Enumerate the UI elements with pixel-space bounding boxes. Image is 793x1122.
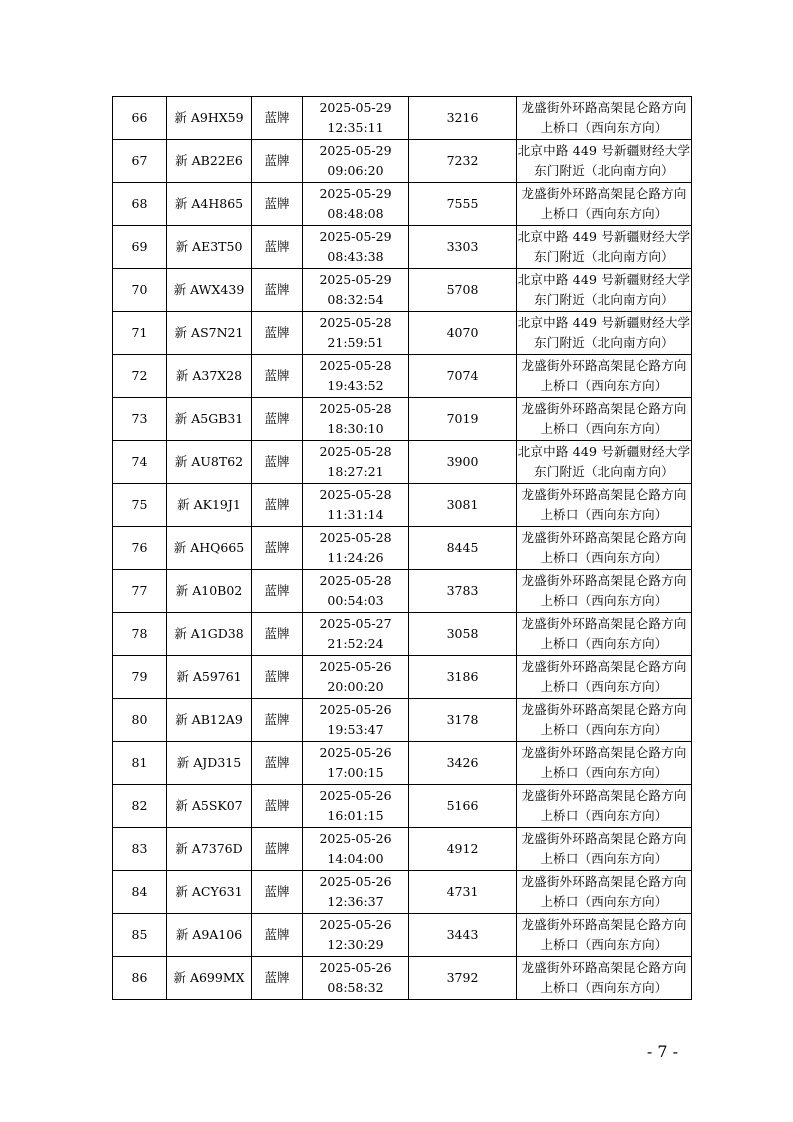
location-cell [517, 355, 692, 398]
plate-cell: 新 AWX439 [167, 269, 252, 312]
table-body [113, 97, 692, 1000]
records-table [112, 96, 692, 1000]
location-line-1: 龙盛街外环路高架昆仑路方向 [521, 616, 687, 631]
timestamp-date: 2025-05-26 [319, 831, 392, 846]
location-line-1: 龙盛街外环路高架昆仑路方向 [521, 487, 687, 502]
table-row [113, 97, 692, 140]
timestamp-cell [303, 312, 409, 355]
location-line-2: 东门附近（北向南方向） [534, 335, 674, 350]
location-line-1: 龙盛街外环路高架昆仑路方向 [521, 401, 687, 416]
location-line-2: 上桥口（西向东方向） [540, 894, 668, 909]
code-cell: 4070 [409, 312, 517, 355]
row-index-cell: 74 [113, 441, 167, 484]
timestamp-date: 2025-05-28 [319, 358, 392, 373]
plate-color-cell: 蓝牌 [252, 527, 303, 570]
timestamp-cell [303, 656, 409, 699]
location-cell [517, 957, 692, 1000]
timestamp-date: 2025-05-29 [319, 229, 392, 244]
timestamp-cell [303, 570, 409, 613]
location-line-1: 龙盛街外环路高架昆仑路方向 [521, 874, 687, 889]
timestamp-cell [303, 140, 409, 183]
plate-color-cell: 蓝牌 [252, 398, 303, 441]
plate-color-cell: 蓝牌 [252, 355, 303, 398]
location-line-1: 北京中路 449 号新疆财经大学 [517, 229, 691, 244]
code-cell: 7074 [409, 355, 517, 398]
plate-cell: 新 A7376D [167, 828, 252, 871]
code-cell: 3783 [409, 570, 517, 613]
plate-cell: 新 AJD315 [167, 742, 252, 785]
table-row [113, 742, 692, 785]
location-cell [517, 484, 692, 527]
plate-cell: 新 AB22E6 [167, 140, 252, 183]
timestamp-time: 08:32:54 [327, 292, 384, 307]
location-cell [517, 914, 692, 957]
plate-color-cell: 蓝牌 [252, 484, 303, 527]
table-row [113, 183, 692, 226]
location-cell [517, 699, 692, 742]
timestamp-date: 2025-05-26 [319, 874, 392, 889]
timestamp-time: 19:43:52 [327, 378, 384, 393]
plate-color-cell: 蓝牌 [252, 871, 303, 914]
timestamp-date: 2025-05-26 [319, 917, 392, 932]
row-index-cell: 81 [113, 742, 167, 785]
location-line-2: 东门附近（北向南方向） [534, 464, 674, 479]
timestamp-cell [303, 613, 409, 656]
plate-cell: 新 AU8T62 [167, 441, 252, 484]
row-index-cell: 69 [113, 226, 167, 269]
timestamp-cell [303, 785, 409, 828]
table-row [113, 957, 692, 1000]
timestamp-cell [303, 183, 409, 226]
table-row [113, 527, 692, 570]
row-index-cell: 85 [113, 914, 167, 957]
location-line-2: 东门附近（北向南方向） [534, 163, 674, 178]
timestamp-date: 2025-05-28 [319, 573, 392, 588]
timestamp-date: 2025-05-28 [319, 401, 392, 416]
timestamp-cell [303, 527, 409, 570]
plate-color-cell: 蓝牌 [252, 269, 303, 312]
location-line-2: 上桥口（西向东方向） [540, 808, 668, 823]
location-cell [517, 183, 692, 226]
location-line-2: 上桥口（西向东方向） [540, 550, 668, 565]
table-row [113, 656, 692, 699]
location-cell [517, 570, 692, 613]
plate-cell: 新 A9HX59 [167, 97, 252, 140]
location-line-2: 上桥口（西向东方向） [540, 851, 668, 866]
location-line-2: 上桥口（西向东方向） [540, 421, 668, 436]
timestamp-time: 08:58:32 [327, 980, 384, 995]
timestamp-date: 2025-05-29 [319, 272, 392, 287]
timestamp-time: 12:30:29 [327, 937, 384, 952]
timestamp-date: 2025-05-26 [319, 788, 392, 803]
location-line-1: 龙盛街外环路高架昆仑路方向 [521, 573, 687, 588]
table-row [113, 398, 692, 441]
row-index-cell: 83 [113, 828, 167, 871]
timestamp-time: 11:24:26 [327, 550, 384, 565]
location-line-2: 上桥口（西向东方向） [540, 765, 668, 780]
code-cell: 5708 [409, 269, 517, 312]
plate-cell: 新 A37X28 [167, 355, 252, 398]
table-row [113, 484, 692, 527]
timestamp-cell [303, 828, 409, 871]
code-cell: 3081 [409, 484, 517, 527]
timestamp-cell [303, 398, 409, 441]
location-cell [517, 742, 692, 785]
location-cell [517, 97, 692, 140]
timestamp-cell [303, 957, 409, 1000]
code-cell: 7019 [409, 398, 517, 441]
timestamp-time: 21:52:24 [327, 636, 384, 651]
table-row [113, 570, 692, 613]
timestamp-date: 2025-05-26 [319, 745, 392, 760]
plate-color-cell: 蓝牌 [252, 785, 303, 828]
timestamp-cell [303, 871, 409, 914]
row-index-cell: 76 [113, 527, 167, 570]
code-cell: 3058 [409, 613, 517, 656]
location-line-2: 上桥口（西向东方向） [540, 980, 668, 995]
timestamp-cell [303, 97, 409, 140]
plate-color-cell: 蓝牌 [252, 441, 303, 484]
timestamp-time: 08:48:08 [327, 206, 384, 221]
row-index-cell: 86 [113, 957, 167, 1000]
location-cell [517, 656, 692, 699]
table-row [113, 914, 692, 957]
table-row [113, 785, 692, 828]
code-cell: 3178 [409, 699, 517, 742]
plate-cell: 新 A4H865 [167, 183, 252, 226]
location-line-1: 北京中路 449 号新疆财经大学 [517, 143, 691, 158]
location-line-1: 北京中路 449 号新疆财经大学 [517, 315, 691, 330]
location-cell [517, 312, 692, 355]
plate-cell: 新 AHQ665 [167, 527, 252, 570]
location-line-2: 上桥口（西向东方向） [540, 722, 668, 737]
location-cell [517, 785, 692, 828]
location-line-1: 龙盛街外环路高架昆仑路方向 [521, 960, 687, 975]
location-cell [517, 613, 692, 656]
code-cell: 4912 [409, 828, 517, 871]
location-line-1: 龙盛街外环路高架昆仑路方向 [521, 745, 687, 760]
location-line-2: 东门附近（北向南方向） [534, 249, 674, 264]
plate-cell: 新 AE3T50 [167, 226, 252, 269]
timestamp-date: 2025-05-28 [319, 530, 392, 545]
plate-color-cell: 蓝牌 [252, 312, 303, 355]
timestamp-date: 2025-05-29 [319, 143, 392, 158]
location-line-2: 上桥口（西向东方向） [540, 937, 668, 952]
location-cell [517, 226, 692, 269]
timestamp-cell [303, 269, 409, 312]
location-line-2: 上桥口（西向东方向） [540, 120, 668, 135]
timestamp-cell [303, 699, 409, 742]
code-cell: 3426 [409, 742, 517, 785]
location-cell [517, 871, 692, 914]
row-index-cell: 77 [113, 570, 167, 613]
row-index-cell: 70 [113, 269, 167, 312]
table-row [113, 613, 692, 656]
code-cell: 3303 [409, 226, 517, 269]
timestamp-date: 2025-05-28 [319, 444, 392, 459]
location-line-2: 上桥口（西向东方向） [540, 378, 668, 393]
code-cell: 3443 [409, 914, 517, 957]
timestamp-time: 12:36:37 [327, 894, 384, 909]
timestamp-time: 00:54:03 [327, 593, 384, 608]
location-line-1: 龙盛街外环路高架昆仑路方向 [521, 659, 687, 674]
plate-color-cell: 蓝牌 [252, 97, 303, 140]
row-index-cell: 84 [113, 871, 167, 914]
plate-cell: 新 A59761 [167, 656, 252, 699]
location-line-2: 上桥口（西向东方向） [540, 679, 668, 694]
row-index-cell: 73 [113, 398, 167, 441]
timestamp-date: 2025-05-27 [319, 616, 392, 631]
location-line-2: 上桥口（西向东方向） [540, 507, 668, 522]
location-line-2: 上桥口（西向东方向） [540, 206, 668, 221]
timestamp-date: 2025-05-26 [319, 659, 392, 674]
timestamp-time: 20:00:20 [327, 679, 384, 694]
plate-color-cell: 蓝牌 [252, 828, 303, 871]
code-cell: 7555 [409, 183, 517, 226]
location-line-1: 龙盛街外环路高架昆仑路方向 [521, 358, 687, 373]
code-cell: 8445 [409, 527, 517, 570]
timestamp-cell [303, 226, 409, 269]
plate-color-cell: 蓝牌 [252, 656, 303, 699]
location-line-2: 上桥口（西向东方向） [540, 636, 668, 651]
timestamp-date: 2025-05-28 [319, 315, 392, 330]
timestamp-time: 19:53:47 [327, 722, 384, 737]
row-index-cell: 75 [113, 484, 167, 527]
location-line-1: 北京中路 449 号新疆财经大学 [517, 272, 691, 287]
timestamp-time: 09:06:20 [327, 163, 384, 178]
row-index-cell: 82 [113, 785, 167, 828]
timestamp-cell [303, 355, 409, 398]
timestamp-date: 2025-05-26 [319, 960, 392, 975]
plate-color-cell: 蓝牌 [252, 613, 303, 656]
timestamp-time: 17:00:15 [327, 765, 384, 780]
row-index-cell: 67 [113, 140, 167, 183]
timestamp-date: 2025-05-28 [319, 487, 392, 502]
plate-color-cell: 蓝牌 [252, 914, 303, 957]
timestamp-cell [303, 914, 409, 957]
plate-cell: 新 A5GB31 [167, 398, 252, 441]
plate-color-cell: 蓝牌 [252, 742, 303, 785]
plate-cell: 新 A1GD38 [167, 613, 252, 656]
timestamp-time: 08:43:38 [327, 249, 384, 264]
plate-cell: 新 AB12A9 [167, 699, 252, 742]
code-cell: 3216 [409, 97, 517, 140]
plate-color-cell: 蓝牌 [252, 140, 303, 183]
location-line-1: 龙盛街外环路高架昆仑路方向 [521, 530, 687, 545]
location-cell [517, 398, 692, 441]
table-row [113, 441, 692, 484]
plate-color-cell: 蓝牌 [252, 570, 303, 613]
code-cell: 3186 [409, 656, 517, 699]
plate-cell: 新 ACY631 [167, 871, 252, 914]
location-cell [517, 441, 692, 484]
code-cell: 5166 [409, 785, 517, 828]
plate-color-cell: 蓝牌 [252, 699, 303, 742]
location-line-1: 龙盛街外环路高架昆仑路方向 [521, 186, 687, 201]
location-line-1: 北京中路 449 号新疆财经大学 [517, 444, 691, 459]
plate-cell: 新 AK19J1 [167, 484, 252, 527]
timestamp-time: 18:30:10 [327, 421, 384, 436]
row-index-cell: 80 [113, 699, 167, 742]
row-index-cell: 78 [113, 613, 167, 656]
location-cell [517, 140, 692, 183]
location-cell [517, 527, 692, 570]
location-line-1: 龙盛街外环路高架昆仑路方向 [521, 100, 687, 115]
timestamp-time: 16:01:15 [327, 808, 384, 823]
timestamp-cell [303, 742, 409, 785]
timestamp-date: 2025-05-29 [319, 100, 392, 115]
table-row [113, 312, 692, 355]
row-index-cell: 72 [113, 355, 167, 398]
timestamp-time: 14:04:00 [327, 851, 384, 866]
location-line-1: 龙盛街外环路高架昆仑路方向 [521, 831, 687, 846]
timestamp-time: 12:35:11 [327, 120, 384, 135]
plate-cell: 新 A9A106 [167, 914, 252, 957]
location-cell [517, 269, 692, 312]
plate-color-cell: 蓝牌 [252, 226, 303, 269]
table-row [113, 699, 692, 742]
plate-cell: 新 A699MX [167, 957, 252, 1000]
row-index-cell: 66 [113, 97, 167, 140]
location-line-1: 龙盛街外环路高架昆仑路方向 [521, 917, 687, 932]
timestamp-time: 11:31:14 [327, 507, 384, 522]
code-cell: 7232 [409, 140, 517, 183]
code-cell: 3900 [409, 441, 517, 484]
row-index-cell: 71 [113, 312, 167, 355]
code-cell: 4731 [409, 871, 517, 914]
table-row [113, 355, 692, 398]
plate-cell: 新 A10B02 [167, 570, 252, 613]
row-index-cell: 68 [113, 183, 167, 226]
table-row [113, 140, 692, 183]
timestamp-date: 2025-05-26 [319, 702, 392, 717]
location-line-2: 东门附近（北向南方向） [534, 292, 674, 307]
table-row [113, 226, 692, 269]
location-cell [517, 828, 692, 871]
timestamp-time: 18:27:21 [327, 464, 384, 479]
table-row [113, 871, 692, 914]
plate-cell: 新 AS7N21 [167, 312, 252, 355]
code-cell: 3792 [409, 957, 517, 1000]
plate-color-cell: 蓝牌 [252, 957, 303, 1000]
location-line-1: 龙盛街外环路高架昆仑路方向 [521, 788, 687, 803]
timestamp-cell [303, 441, 409, 484]
row-index-cell: 79 [113, 656, 167, 699]
table-row [113, 269, 692, 312]
location-line-1: 龙盛街外环路高架昆仑路方向 [521, 702, 687, 717]
timestamp-cell [303, 484, 409, 527]
table-row [113, 828, 692, 871]
location-line-2: 上桥口（西向东方向） [540, 593, 668, 608]
plate-color-cell: 蓝牌 [252, 183, 303, 226]
plate-cell: 新 A5SK07 [167, 785, 252, 828]
timestamp-date: 2025-05-29 [319, 186, 392, 201]
timestamp-time: 21:59:51 [327, 335, 384, 350]
page-number: - 7 - [646, 1042, 678, 1061]
